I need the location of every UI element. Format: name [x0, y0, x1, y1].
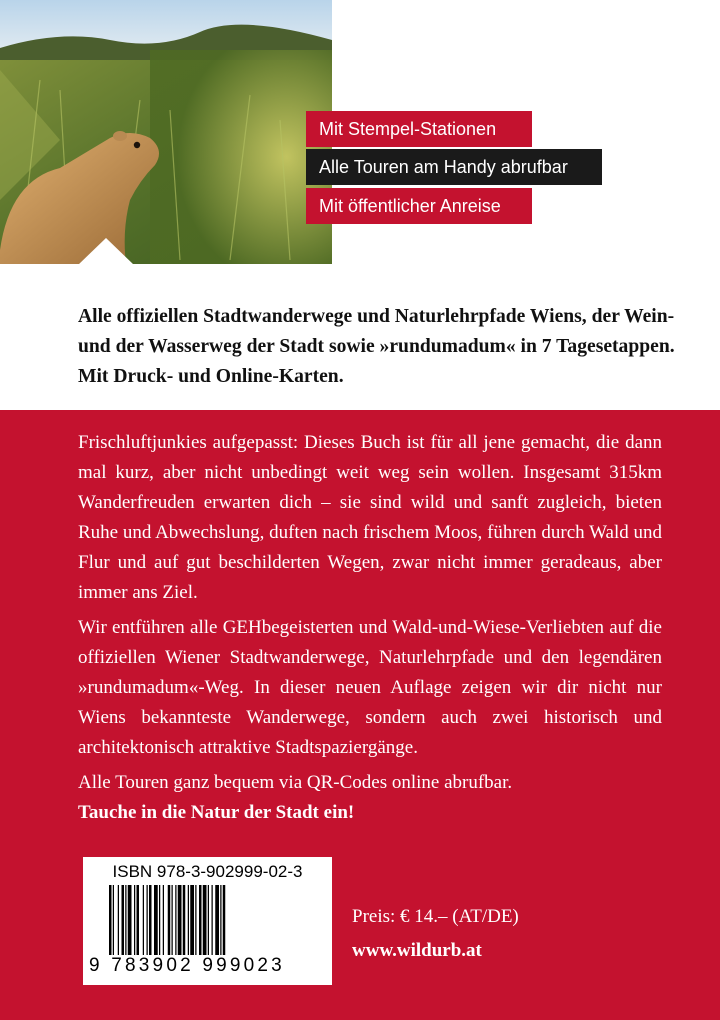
intro-text: Alle offiziellen Stadtwanderwege und Naturlehrpfade Wiens, der Wein- und der Wasserweg der Stadt sowie »rundumadum« in 7 Tagesetappen. Mit Druck- und Online-Karten.	[78, 306, 675, 387]
paragraph-2: Wir entführen alle GEHbegeisterten und Wald-und-Wiese-Verliebten auf die offiziellen Wiener Stadtwanderwege, Naturlehrpfade und den legendären »rundumadum«-Weg. In dieser neuen Auflage zeigen wir dir nicht nur Wiens bekannteste Wanderwege, sondern auch zwei historisch und architektonisch attraktive Stadtspaziergänge.	[78, 617, 662, 758]
photo-notch	[78, 238, 134, 265]
closing-line-1: Alle Touren ganz bequem via QR-Codes online abrufbar.	[78, 772, 513, 793]
barcode-digits	[89, 955, 329, 977]
paragraph-1: Frischluftjunkies aufgepasst: Dieses Buch ist für all jene gemacht, die dann mal kurz, aber nicht unbedingt weit weg sein wollen. Insgesamt 315km Wanderfreuden erwarten dich – sie sind wild und sanft zugleich, bieten Ruhe und Abwechslung, duften nach frischem Moos, führen durch Wald und Flur und auf gut beschilderten Wegen, zwar nicht immer geradeaus, aber immer ans Ziel.	[78, 432, 662, 603]
tag-touren-handy: Alle Touren am Handy abrufbar	[306, 149, 602, 185]
barcode-digits-text: 9 783902 999023	[89, 955, 285, 976]
closing-line-2: Tauche in die Natur der Stadt ein!	[78, 802, 355, 823]
isbn-label: ISBN 978-3-902999-02-3	[112, 862, 303, 881]
closing-text	[78, 768, 662, 828]
tag-oeffentliche-anreise: Mit öffentlicher Anreise	[306, 188, 532, 224]
tag-stempel-stationen: Mit Stempel-Stationen	[306, 111, 532, 147]
cover-photo	[0, 0, 332, 264]
ground-squirrel-photo	[0, 0, 332, 264]
price: Preis: € 14.– (AT/DE)	[352, 906, 519, 927]
barcode-box	[83, 857, 332, 985]
publisher-url[interactable]: www.wildurb.at	[352, 940, 482, 961]
